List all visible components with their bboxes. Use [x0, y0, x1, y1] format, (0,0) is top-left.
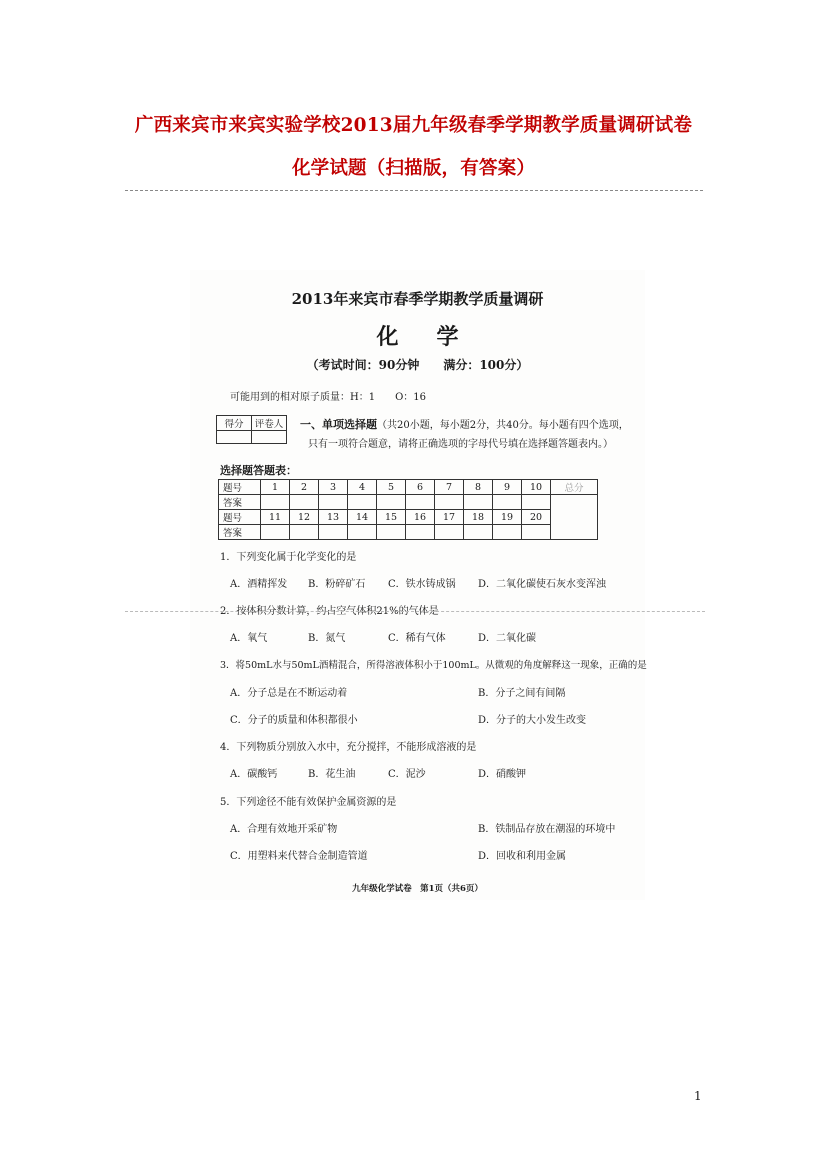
- q3-option-d: D．分子的大小发生改变: [478, 715, 587, 726]
- answer-cell: [319, 495, 348, 510]
- scan-fold-line: [125, 611, 705, 612]
- q5-option-d: D．回收和利用金属: [478, 851, 567, 862]
- exam-info: （考试时间：90分钟 满分：100分）: [306, 358, 529, 372]
- answer-cell: [464, 525, 493, 540]
- q1-option-c: C．铁水铸成锅: [388, 579, 456, 590]
- total-header: 总分: [551, 480, 598, 495]
- section1-intro: [300, 416, 629, 432]
- q-num: 3: [319, 480, 348, 495]
- question-3: 3．将50mL水与50mL酒精混合，所得溶液体积小于100mL。从微观的角度解释这一现象，正确的是: [220, 660, 647, 671]
- q-num: 4: [348, 480, 377, 495]
- answer-cell: [348, 495, 377, 510]
- document-title: 广西来宾市来宾实验学校2013届九年级春季学期教学质量调研试卷: [134, 115, 693, 136]
- q5-option-b: B．铁制品存放在潮湿的环境中: [478, 824, 616, 835]
- score-box: [216, 415, 287, 444]
- ans-header: 答案: [219, 525, 261, 540]
- q-num: 1: [261, 480, 290, 495]
- q-num: 11: [261, 510, 290, 525]
- answer-table: [218, 479, 598, 540]
- q3-option-c: C．分子的质量和体积都很小: [230, 715, 358, 726]
- answer-cell: [290, 525, 319, 540]
- answer-cell: [493, 495, 522, 510]
- q-num: 5: [377, 480, 406, 495]
- q1-option-b: B．粉碎矿石: [308, 579, 366, 590]
- question-5: 5．下列途径不能有效保护金属资源的是: [220, 797, 397, 808]
- q5-option-c: C．用塑料来代替合金制造管道: [230, 851, 368, 862]
- question-2: 2．按体积分数计算，约占空气体积21%的气体是: [220, 606, 439, 617]
- q-num: 16: [406, 510, 435, 525]
- q-num: 9: [493, 480, 522, 495]
- q-num: 18: [464, 510, 493, 525]
- exam-title: 2013年来宾市春季学期教学质量调研: [291, 290, 544, 308]
- answer-cell: [522, 525, 551, 540]
- document-subtitle: 化学试题（扫描版，有答案）: [291, 158, 536, 179]
- q-num: 15: [377, 510, 406, 525]
- exam-page-footer: 九年级化学试卷 第1页（共6页）: [352, 884, 483, 894]
- q4-option-b: B．花生油: [308, 769, 356, 780]
- question-4: 4．下列物质分别放入水中，充分搅拌，不能形成溶液的是: [220, 742, 477, 753]
- ans-header: 答案: [219, 495, 261, 510]
- q4-option-d: D．硝酸钾: [478, 769, 527, 780]
- q2-option-d: D．二氧化碳: [478, 633, 537, 644]
- page-number: 1: [694, 1089, 702, 1103]
- answer-cell: [377, 525, 406, 540]
- question-1: 1．下列变化属于化学变化的是: [220, 552, 357, 563]
- num-header: 题号: [219, 510, 261, 525]
- answer-cell: [493, 525, 522, 540]
- section1-desc-line2: 只有一项符合题意，请将正确选项的字母代号填在选择题答题表内。）: [308, 439, 613, 450]
- answer-cell: [377, 495, 406, 510]
- subject-title: 化学: [376, 324, 497, 350]
- answer-cell: [290, 495, 319, 510]
- q1-option-a: A．酒精挥发: [230, 579, 288, 590]
- num-header: 题号: [219, 480, 261, 495]
- title-divider: [125, 190, 703, 191]
- atomic-masses: 可能用到的相对原子质量：H：1 O：16: [230, 392, 427, 403]
- answer-cell: [435, 495, 464, 510]
- q-num: 2: [290, 480, 319, 495]
- answer-table-row: [219, 480, 598, 495]
- grader-cell: [252, 431, 287, 444]
- grader-label: 评卷人: [252, 416, 287, 431]
- q-num: 14: [348, 510, 377, 525]
- score-cell: [217, 431, 252, 444]
- q4-option-a: A．碳酸钙: [230, 769, 278, 780]
- section1-desc: （共20小题，每小题2分，共40分。每小题有四个选项，: [377, 420, 629, 431]
- answer-cell: [435, 525, 464, 540]
- answer-cell: [261, 525, 290, 540]
- answer-cell: [464, 495, 493, 510]
- q-num: 20: [522, 510, 551, 525]
- q-num: 7: [435, 480, 464, 495]
- q2-option-b: B．氮气: [308, 633, 346, 644]
- q-num: 13: [319, 510, 348, 525]
- answer-table-row: [219, 495, 598, 510]
- section1-heading: 一、单项选择题: [300, 418, 377, 431]
- q-num: 19: [493, 510, 522, 525]
- q-num: 8: [464, 480, 493, 495]
- answer-table-row: [219, 525, 598, 540]
- q4-option-c: C．泥沙: [388, 769, 426, 780]
- q2-option-a: A．氧气: [230, 633, 268, 644]
- answer-cell: [348, 525, 377, 540]
- q2-option-c: C．稀有气体: [388, 633, 446, 644]
- answer-cell: [522, 495, 551, 510]
- score-label: 得分: [217, 416, 252, 431]
- answer-cell: [261, 495, 290, 510]
- q-num: 12: [290, 510, 319, 525]
- answer-cell: [406, 525, 435, 540]
- q3-option-b: B．分子之间有间隔: [478, 688, 566, 699]
- q5-option-a: A．合理有效地开采矿物: [230, 824, 338, 835]
- q3-option-a: A．分子总是在不断运动着: [230, 688, 348, 699]
- q1-option-d: D．二氧化碳使石灰水变浑浊: [478, 579, 607, 590]
- answer-table-label: 选择题答题表：: [220, 464, 297, 477]
- q-num: 17: [435, 510, 464, 525]
- answer-cell: [319, 525, 348, 540]
- q-num: 6: [406, 480, 435, 495]
- total-cell: [551, 495, 598, 540]
- q-num: 10: [522, 480, 551, 495]
- answer-cell: [406, 495, 435, 510]
- scanned-exam-page: [190, 270, 645, 900]
- answer-table-row: [219, 510, 598, 525]
